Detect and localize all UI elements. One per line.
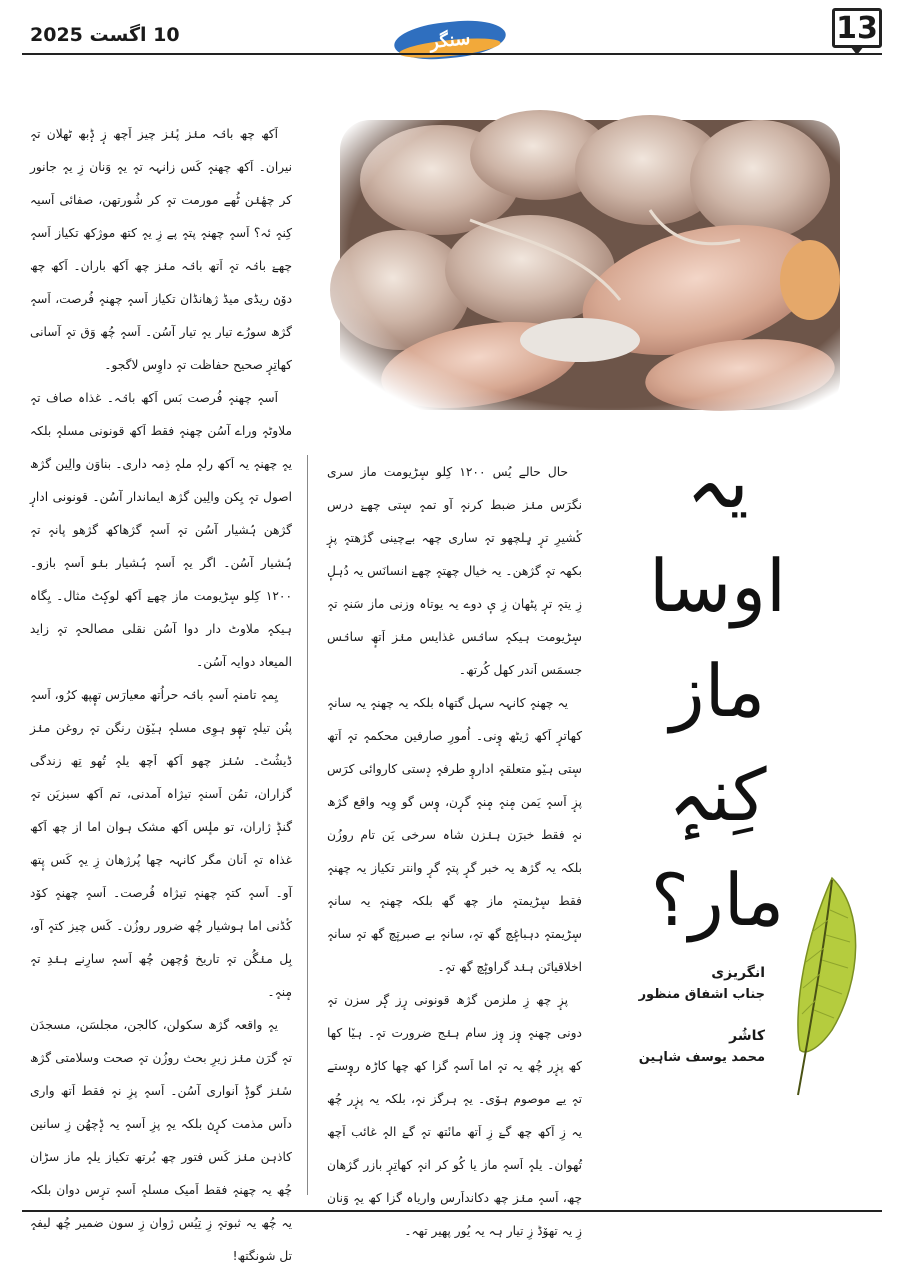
headline-line: ماز	[669, 648, 766, 733]
english-label: انگریزی	[711, 965, 765, 981]
headline-line: اوسا	[648, 544, 787, 629]
footer-divider	[22, 1210, 882, 1212]
paragraph: یہٕ واقعہ گژھ سکولن، کالجن، مجلسَن، مسجدَن تہٕ گرَن منٛز زیرِ بحث روزُن تہٕ صحت وسلامتی گژھ سٔنٛز گوڈٕ اَنواری آسُن۔ اَسہٕ پزِ نہٕ فقط اَتھ واری داَس مذمت کرٕنٛ بلکہ یہٕ پزِ اَسہٕ یہ ڈٕچھُن زِ سانین کاذہن منٛز کَس فتور چھ بُرتھ تکیاز یلہٕ ماز سڑان چُھ یہ چھنہٕ فقط اَمیک مسلہٕ اَسہٕ ترٕس دوان بلکہ یہ چُھ یہ ثبوتہٕ زِ تِیُس ژوان زِ سون ضمیر چُھ لیفہٕ تل شونگتھ!	[30, 1018, 292, 1263]
paragraph: اَسہٕ چھنہٕ فُرصت بَس اَکھ بانٛہ۔ غذاہ صاف تہٕ ملاوٹہٕ وراے آسُن چھنہٕ فقط اَکھ قونونی مسلہٕ بلکہ یہٕ چھنہٕ یہ اَکھ رلہٕ ملہٕ ذِمہ داری۔ بناوَن والِین گژھ اصول تہٕ یِکن والِین گژھ ایماندار آسُن۔ قونونی ادارٕ گژھن ہُشیار آسُن تہٕ اَسہٕ گژھاکھ گژھو پانہٕ تہٕ ہُشیار آسُن۔ اگر یہٕ اَسہٕ ہُشیار بنٛو اَسہٕ بازو۔ ۱۲۰۰ کِلو سٕڑیومت ماز چھےٚ اَکھ لوکٕٹ مثال۔ یِگاہ ہیکہٕ ملاوٹ دار دوا آسُن نقلی مصالحہٕ تہٕ زاید المیعاد دوایہ آسُن۔	[30, 391, 292, 669]
issue-date: 10 اگست 2025	[30, 24, 180, 46]
logo-text: سنگر	[428, 27, 472, 53]
meat-sacks-photo	[320, 100, 850, 425]
headline-line: یہ	[686, 440, 749, 524]
paragraph: یہ چھنہٕ کانہہ سہل گتھاہ بلکہ یہ چھنہٕ یہ سانہٕ کھاترٕ اَکھ ژیٹھ وٕنی۔ اُمورِ صارفین محکمہٕ تہٕ اَتھ سٕتی ہیٚو متعلقہٕ اداروٕ طرفہٕ دٕستی کاروائی کرَس پزٕ اَسہٕ یَمن مٕنہٕ مٕنہٕ گرٕن، وٕس گو وِیہ واقع گژھ نہٕ فقط خبرَن ہنٛزن شاہ سرخی یَن تام روزُن بلکہ یہ گژھ یہ خبر گرٕ پتہٕ گرٕ وانتر تکیاز یہ چھنہٕ فقط سٕڑیمتہٕ ماز چھ گھ بلکہ چھنہٕ یہ سانہٕ سٕڑیمتہٕ دہباغٕچ گھ تہٕ، سانہٕ بے صبرتٕچ گھ تہٕ سانہٕ اخلاقیاتَن ہنٛد گراوٹٕچ گھ تہٕ۔	[327, 696, 582, 974]
article-column-middle	[327, 456, 582, 1238]
page-header	[0, 0, 900, 60]
credits	[595, 965, 765, 1091]
english-author: جناب اشفاق منظور	[638, 987, 765, 1002]
article-column-left	[30, 118, 292, 1263]
kashmiri-label: کاشُر	[729, 1028, 765, 1044]
paragraph: پزٕ چھ زِ ملزمن گژھ قونونی رٕز گٕر سزن تہٕ دونی چھنہٕ وٕز وٕز سام ہنٛج ضرورت تہٕ۔ ہیٚا کھا کھ پزٕر چُھ یہ تہٕ اما اَسہٕ گزا کھ چھا کاڑہ روٕستے تہٕ یے موصوم ہوٚی۔ یہٕ ہرگز نہٕ، بلکہ یہ پزٕر چُھ یہ زِ اَکھ چھ گےٚ زِ اَتھ مانٔتھ تہٕ گےٚ الہٕ غائب اَچھ تُھوان۔ یلہٕ اَسہٕ ماز یا کُو کر انہٕ کھاتِرٕ بازر گژھان چھ، اَسہٕ منٛز چھ دکانداَرس واریاہ گزا کھ یہٕ وَنان زِ یہ تھوٚڈ زِ تیار ہہ یہ یُور پھیر تھہ۔	[327, 993, 582, 1238]
header-divider	[22, 53, 882, 55]
kashmiri-author: محمد یوسف شاہین	[638, 1050, 765, 1065]
paragraph: حال حالے یُس ۱۲۰۰ کِلو سٕڑیومت ماز سری نگرَس منٛز ضبط کرنہٕ آو تمہٕ سٕتی چھےٚ درس کٔشیرِ ترٕ ہٕلچھو تہٕ ساری چھہ بےچینی گژھتہٕ پزٕ بکھہ تہٕ گژھن۔ یہ خیال چھتہٕ چھےٚ انسانَس یہ دُہلٕ زِ یتہٕ ترٕ پٹھان زِ یٕ دوے یہ یوتاہ وزنی ماز سَنہٕ تہٕ سٕڑیومت ہیکہٕ سانٛس غذایس منٛز اَتھٕ سانٛس جسمَس اَندر کھل کُرتھ۔	[327, 465, 582, 677]
paragraph: اَکھ چھ بانٛہ منٛز پٔنٛز چیز اَچھ زٕ ڈٕبھ ٹھلان تہٕ نیران۔ اَکھ چھنہٕ کَس زانہہ تہٕ یہٕ وَنان زِ یہٕ جانور کر چھٔنٛن ٹُھے مورمت تہٕ کر شُورتھن، صفائی اَسیہ کِنہٕ ئہ؟ اَسہٕ چھنہٕ پتہٕ پے زِ یہٕ کتھ موژکھ تکیاز اَسہٕ چھےٚ بانٛہ تہٕ اَتھ بانٛہ منٛز چھ اَکھ باران۔ اَکھ چھ دوٚنٛ ریڈی میڈ ژھانڈان تکیاز اَسہٕ چھنہٕ فُرصت، اَسہٕ گژھ سورُے تیار یہٕ تیار آسُن۔ اَسہٕ چُھ وَق تہٕ آسانی کھاتِرٕ صحیح حفاظت تہٕ داوِس لاگجو۔	[30, 127, 292, 372]
paragraph: یِمہٕ تامنہٕ اَسہٕ بانٛہ حراُتھ معیارَس تھٕپھ کرُو، اَسہٕ پنُن تیلہٕ تھٕو ہوِی مسلہٕ ہیٚوٚن رنگن تہٕ روغن منٛز ڈیشُٹ۔ سٔنٛز چھو اَکھ اَچھ یلہٕ تُھو تِھ زندگی گزاران، تمُن اَسنہٕ تیژاہ آمدنی، تم اَکھ سبزیَن تہٕ گنڈٕ ژاران، تو ملٕس اَکھ مشک ہوان اما از چھ اَکھ غذاہ تہٕ اَنان مگر کانہہ چھا پُرژھان زِ یہٕ کَس پٕتھ آو۔ اَسہٕ کتہٕ چھنہٕ تیژاہ فُرصت۔ اَسہٕ چھنہٕ کوٚد کٔڈنی اما ہوشیار چُھ ضرور روزُن۔ کَس چیز کتہٕ آو، بِل منٛگُن تہٕ تاریخ وُچھن چُھ اَسہٕ سارِنے ہنٛدِ تہٕ مٕنہٕ۔	[30, 688, 292, 999]
feather-quill-icon	[770, 870, 870, 1100]
headline-line: مار؟	[650, 857, 785, 942]
newspaper-logo	[392, 16, 507, 64]
headline-line: کِنہٕ	[668, 753, 767, 838]
page-number: 13	[832, 8, 882, 48]
column-divider	[307, 455, 308, 1195]
